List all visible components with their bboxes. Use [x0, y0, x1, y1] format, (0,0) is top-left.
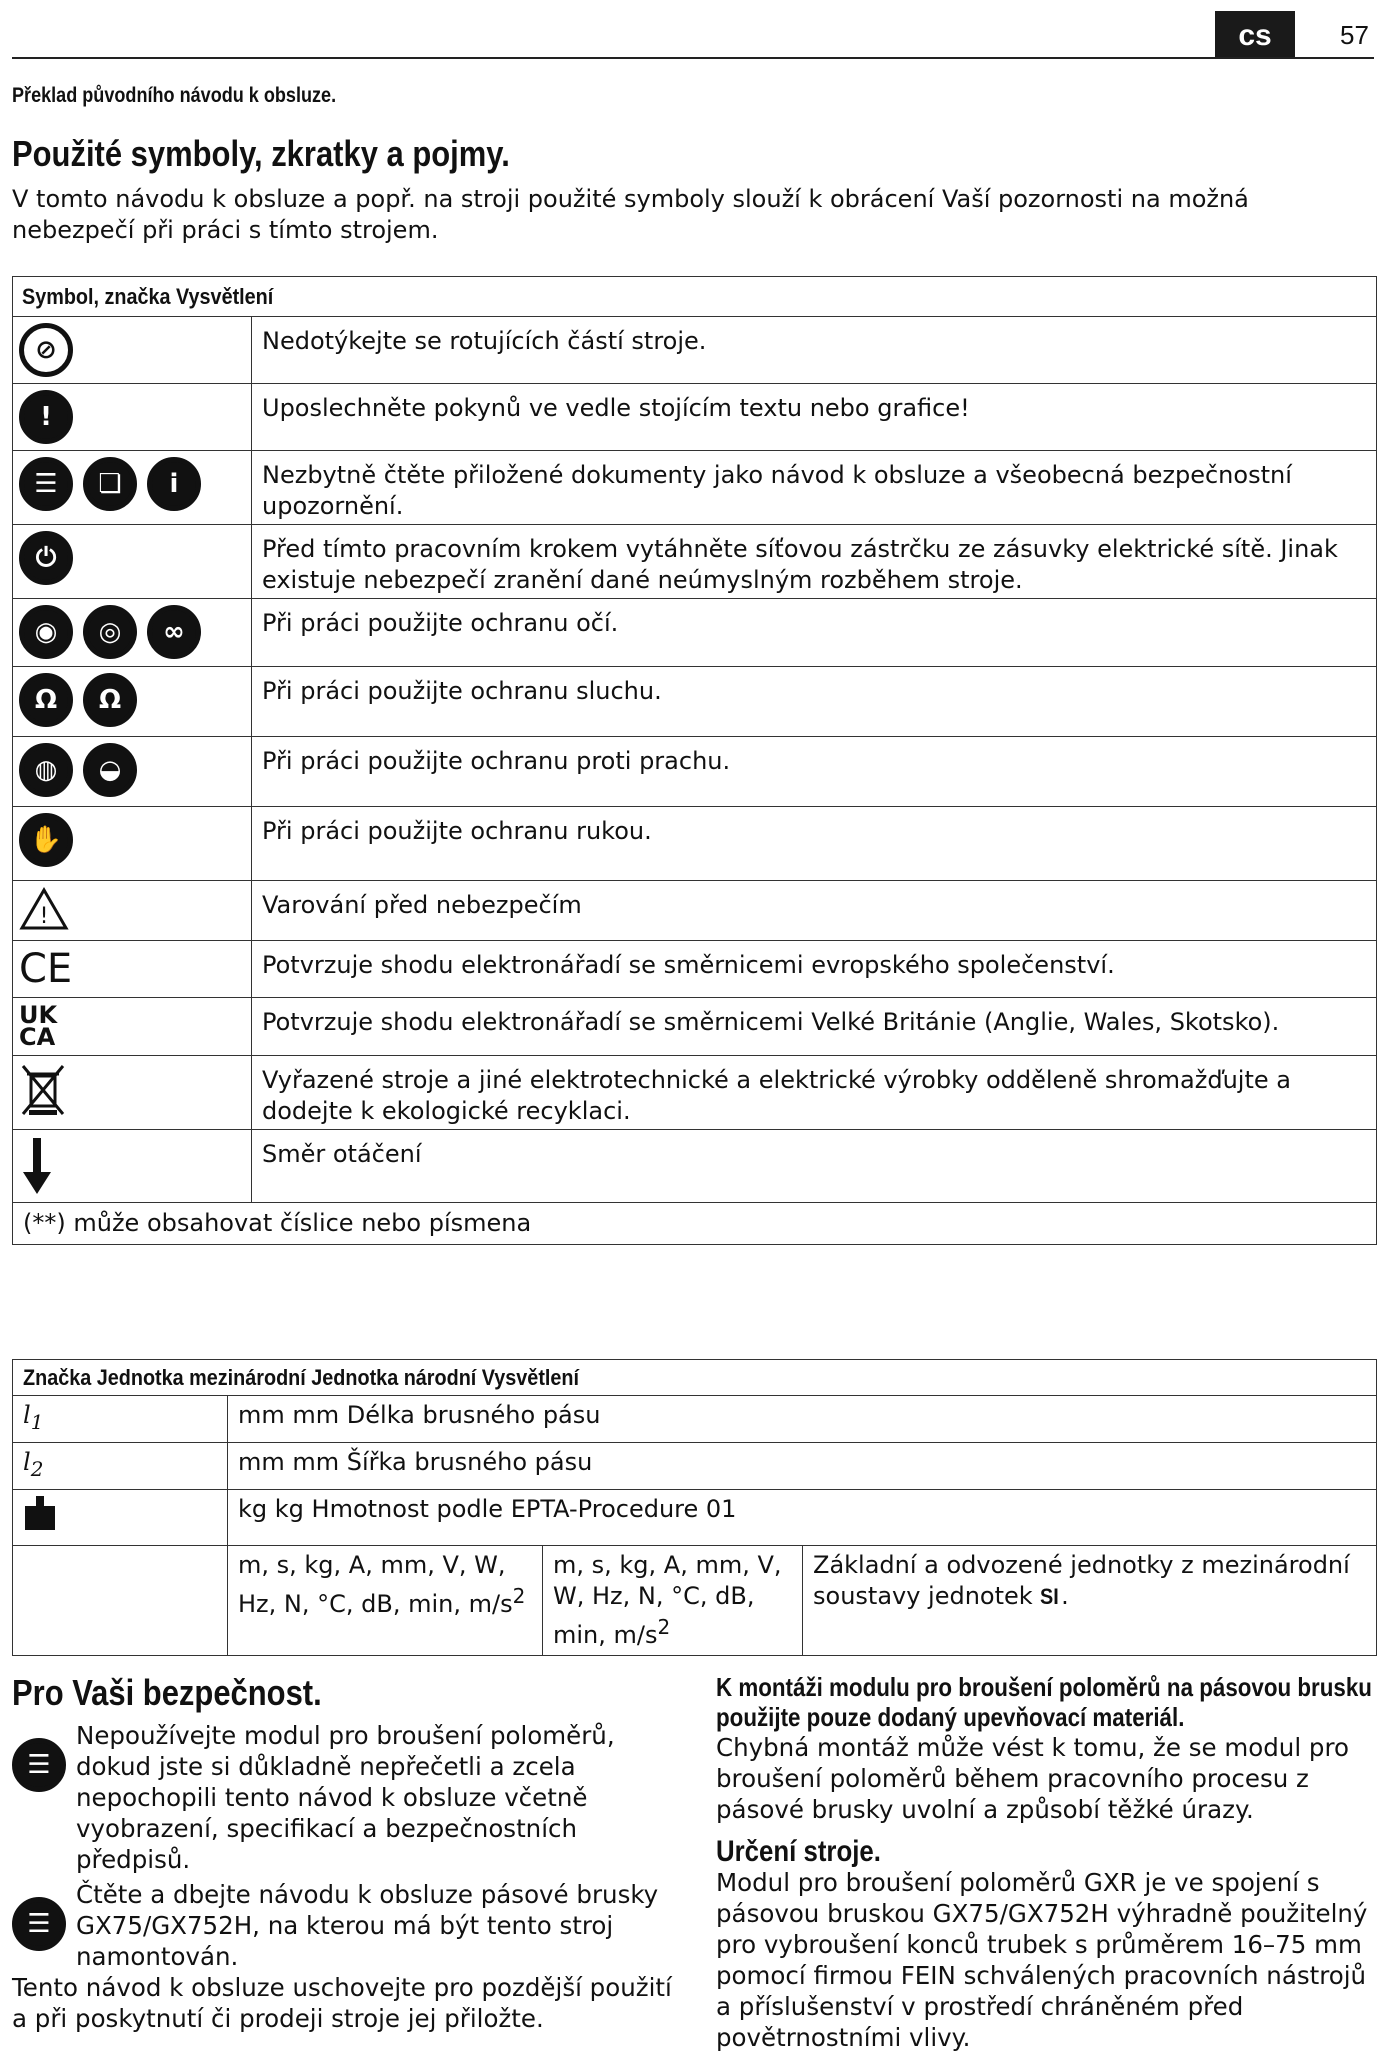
respirator-icon: ◒ — [83, 743, 137, 797]
exclamation-icon: ! — [19, 390, 73, 444]
use-text: Modul pro broušení poloměrů GXR je ve spojení s pásovou bruskou GX75/GX752H výhradně použitelný pro vybroušení konců trubek s průměrem 16–75 mm pomocí firmou FEIN schválených pracovních nástrojů a příslušenství v prostředí chráněném před povětrnostními vlivy. — [716, 1868, 1368, 2052]
table-row — [13, 451, 1377, 525]
warning-triangle-icon — [19, 887, 69, 931]
svg-text:!: ! — [39, 904, 49, 929]
table-row: kg kg Hmotnost podle EPTA-Procedure 01 — [13, 1489, 1377, 1545]
safety-column — [12, 1672, 682, 2034]
symbol-description: Před tímto pracovním krokem vytáhněte síťovou zástrčku ze zásuvky elektrické sítě. Jinak existuje nebezpečí zranění dané neúmyslným rozběhem stroje. — [252, 525, 1377, 599]
table-row — [13, 599, 1377, 667]
symbol-description: Uposlechněte pokynů ve vedle stojícím textu nebo grafice! — [252, 384, 1377, 451]
page-title: Použité symboly, zkratky a pojmy. — [12, 133, 510, 174]
symbols-table — [12, 276, 1377, 1245]
symbol-description: Potvrzuje shodu elektronářadí se směrnicemi evropského společenství. — [252, 941, 1377, 998]
table-row — [13, 807, 1377, 881]
intro-text: V tomto návodu k obsluze a popř. na stroji použité symboly slouží k obrácení Vaší pozornosti na možná nebezpečí při práci s tímto strojem. — [12, 185, 1249, 244]
units-table — [12, 1359, 1377, 1656]
table-row — [13, 1130, 1377, 1203]
ear-protection-icon: Ω — [19, 673, 73, 727]
weight-icon — [23, 1494, 57, 1532]
table-row — [13, 941, 1377, 998]
language-badge: cs — [1215, 11, 1295, 57]
symbol-description: Nedotýkejte se rotujících částí stroje. — [252, 317, 1377, 384]
symbol-description: Při práci použijte ochranu rukou. — [252, 807, 1377, 881]
safety-paragraph-2: Čtěte a dbejte návodu k obsluze pásové brusky GX75/GX752H, na kterou má být tento stroj namontován. — [76, 1880, 659, 1971]
table-row: m, s, kg, A, mm, V, W, Hz, N, °C, dB, min, $m/s^2$ m, s, kg, A, mm, V, W, Hz, N, °C, dB, min, $m/s^2$ Základní a odvozené jednotky z mezinárodní soustavy jednotek SI. — [13, 1545, 1377, 1655]
symbol-description: Při práci použijte ochranu očí. — [252, 599, 1377, 667]
ce-mark-icon: CE — [19, 946, 73, 992]
safety-paragraph-3: Tento návod k obsluze uschovejte pro pozdější použití a při poskytnutí či prodeji stroje jej přiložte. — [12, 1973, 672, 2033]
book-icon: ❏ — [83, 457, 137, 511]
safety-heading: Pro Vaši bezpečnost. — [12, 1672, 322, 1713]
units-table-header: Značka Jednotka mezinárodní Jednotka národní Vysvětlení — [13, 1360, 1377, 1396]
symbol-description: Varování před nebezpečím — [252, 881, 1377, 941]
table-row — [13, 667, 1377, 737]
table-row — [13, 1056, 1377, 1130]
face-shield-icon: ◎ — [83, 605, 137, 659]
table-row: $l_1$ mm mm Délka brusného pásu — [13, 1396, 1377, 1443]
use-heading: Určení stroje. — [716, 1835, 881, 1868]
safety-paragraph-1: Nepoužívejte modul pro broušení poloměrů, dokud jste si důkladně nepřečetli a zcela nepochopili tento návod k obsluze včetně vyobrazení, specifikací a bezpečnostních předpisů. — [76, 1721, 615, 1874]
symbol-description: Směr otáčení — [252, 1130, 1377, 1203]
symbol-description: Nezbytně čtěte přiložené dokumenty jako návod k obsluze a všeobecná bezpečnostní upozornění. — [252, 451, 1377, 525]
read-manual-icon: ☰ — [12, 1738, 66, 1792]
dust-mask-icon: ◍ — [19, 743, 73, 797]
no-touch-rotating-icon: ⊘ — [19, 323, 73, 377]
read-manual-icon: ☰ — [12, 1897, 66, 1951]
mount-heading: K montáži modulu pro broušení poloměrů na pásovou brusku použijte pouze dodaný upevňovací materiál. — [716, 1672, 1372, 1732]
read-manual-icon: ☰ — [19, 457, 73, 511]
page-number: 57 — [1340, 20, 1369, 50]
mount-text: Chybná montáž může vést k tomu, že se modul pro broušení poloměrů během pracovního procesu z pásové brusky uvolní a způsobí těžké úrazy. — [716, 1733, 1350, 1824]
translation-subtitle: Překlad původního návodu k obsluze. — [12, 84, 337, 107]
weee-bin-icon — [19, 1062, 67, 1118]
gloves-icon: ✋ — [19, 813, 73, 867]
ukca-mark-icon: UK CA — [19, 1001, 58, 1051]
table-row — [13, 525, 1377, 599]
arrow-down-icon — [19, 1136, 55, 1196]
table-row — [13, 317, 1377, 384]
table-row — [13, 881, 1377, 941]
symbol-description: Vyřazené stroje a jiné elektrotechnické a elektrické výrobky odděleně shromažďujte a dodejte k ekologické recyklaci. — [252, 1056, 1377, 1130]
symbol-description: Při práci použijte ochranu sluchu. — [252, 667, 1377, 737]
table-row: $l_2$ mm mm Šířka brusného pásu — [13, 1442, 1377, 1489]
right-column — [716, 1672, 1381, 2053]
symbols-table-footnote: (**) může obsahovat číslice nebo písmena — [13, 1203, 1377, 1245]
header-rule — [12, 57, 1374, 59]
info-book-icon: i — [147, 457, 201, 511]
table-row — [13, 998, 1377, 1056]
symbols-table-header: Symbol, značka Vysvětlení — [13, 277, 1377, 317]
ear-muffs-icon: Ω — [83, 673, 137, 727]
symbol-description: Při práci použijte ochranu proti prachu. — [252, 737, 1377, 807]
table-row — [13, 384, 1377, 451]
symbol-description: Potvrzuje shodu elektronářadí se směrnicemi Velké Británie (Anglie, Wales, Skotsko). — [252, 998, 1377, 1056]
glasses-icon: ∞ — [147, 605, 201, 659]
unplug-icon: ⏻ — [19, 531, 73, 585]
goggles-icon: ◉ — [19, 605, 73, 659]
table-row — [13, 737, 1377, 807]
